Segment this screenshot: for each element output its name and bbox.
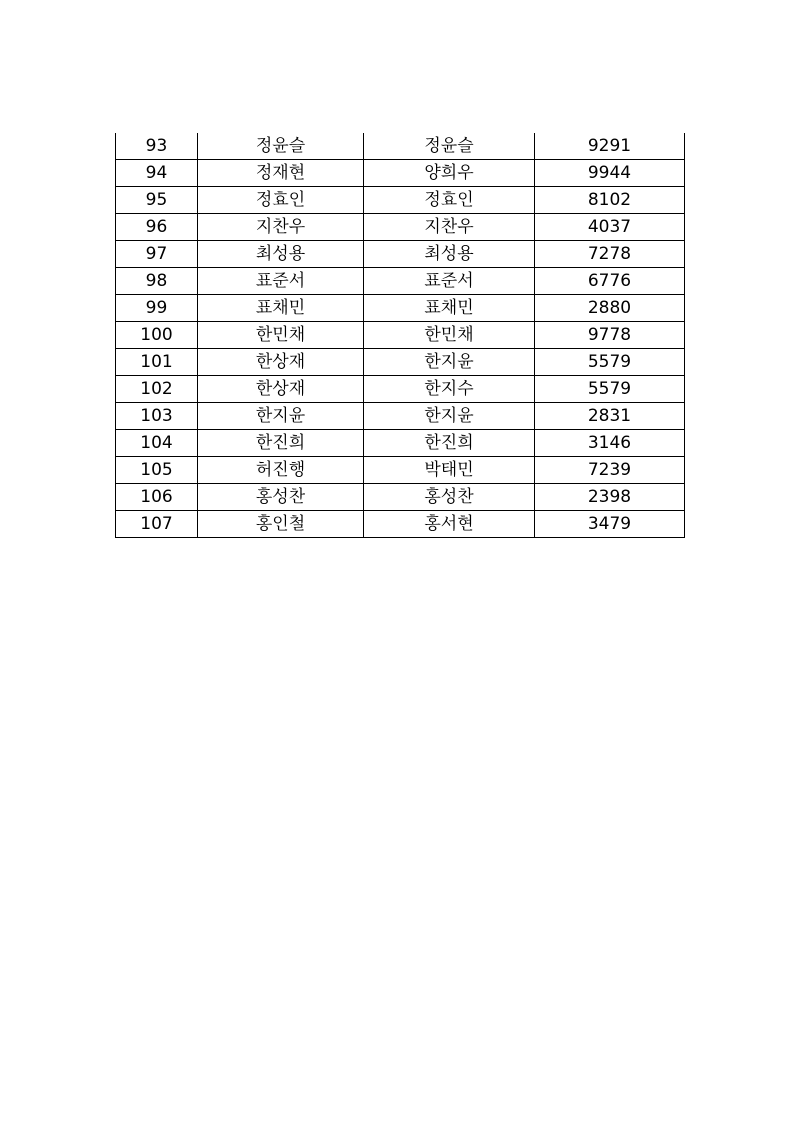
name-cell-a: 한진희 xyxy=(198,430,364,457)
value-cell: 4037 xyxy=(535,214,685,241)
name-cell-a: 정효인 xyxy=(198,187,364,214)
name-cell-a: 지찬우 xyxy=(198,214,364,241)
name-cell-a: 한상재 xyxy=(198,376,364,403)
name-cell-a: 한지윤 xyxy=(198,403,364,430)
row-number-cell: 93 xyxy=(116,133,198,160)
table-row xyxy=(116,214,685,241)
name-cell-b: 정효인 xyxy=(364,187,535,214)
name-cell-b: 홍성찬 xyxy=(364,484,535,511)
row-number-cell: 101 xyxy=(116,349,198,376)
name-cell-a: 홍성찬 xyxy=(198,484,364,511)
value-cell: 2880 xyxy=(535,295,685,322)
name-cell-b: 한진희 xyxy=(364,430,535,457)
name-cell-a: 정윤슬 xyxy=(198,133,364,160)
name-cell-b: 박태민 xyxy=(364,457,535,484)
table-row xyxy=(116,430,685,457)
table-body xyxy=(116,133,685,538)
name-cell-b: 지찬우 xyxy=(364,214,535,241)
name-cell-b: 한지윤 xyxy=(364,403,535,430)
row-number-cell: 100 xyxy=(116,322,198,349)
name-cell-b: 한지윤 xyxy=(364,349,535,376)
row-number-cell: 96 xyxy=(116,214,198,241)
value-cell: 5579 xyxy=(535,376,685,403)
name-cell-a: 한상재 xyxy=(198,349,364,376)
value-cell: 3146 xyxy=(535,430,685,457)
value-cell: 3479 xyxy=(535,511,685,538)
value-cell: 6776 xyxy=(535,268,685,295)
row-number-cell: 106 xyxy=(116,484,198,511)
table-row xyxy=(116,457,685,484)
name-cell-b: 홍서현 xyxy=(364,511,535,538)
name-cell-b: 한지수 xyxy=(364,376,535,403)
table-row xyxy=(116,241,685,268)
row-number-cell: 97 xyxy=(116,241,198,268)
name-cell-a: 표준서 xyxy=(198,268,364,295)
row-number-cell: 95 xyxy=(116,187,198,214)
value-cell: 8102 xyxy=(535,187,685,214)
row-number-cell: 102 xyxy=(116,376,198,403)
table-row xyxy=(116,403,685,430)
table-row xyxy=(116,484,685,511)
row-number-cell: 98 xyxy=(116,268,198,295)
name-cell-a: 정재현 xyxy=(198,160,364,187)
value-cell: 9944 xyxy=(535,160,685,187)
name-cell-a: 표채민 xyxy=(198,295,364,322)
row-number-cell: 99 xyxy=(116,295,198,322)
data-table xyxy=(115,133,685,538)
value-cell: 5579 xyxy=(535,349,685,376)
name-cell-b: 최성용 xyxy=(364,241,535,268)
name-cell-b: 표준서 xyxy=(364,268,535,295)
name-cell-b: 표채민 xyxy=(364,295,535,322)
name-cell-a: 한민채 xyxy=(198,322,364,349)
table-row xyxy=(116,322,685,349)
value-cell: 7239 xyxy=(535,457,685,484)
row-number-cell: 94 xyxy=(116,160,198,187)
row-number-cell: 103 xyxy=(116,403,198,430)
name-cell-b: 한민채 xyxy=(364,322,535,349)
value-cell: 2831 xyxy=(535,403,685,430)
table-row xyxy=(116,133,685,160)
table-row xyxy=(116,511,685,538)
row-number-cell: 104 xyxy=(116,430,198,457)
table-row xyxy=(116,160,685,187)
value-cell: 9291 xyxy=(535,133,685,160)
name-cell-a: 홍인철 xyxy=(198,511,364,538)
value-cell: 7278 xyxy=(535,241,685,268)
table-row xyxy=(116,349,685,376)
table-row xyxy=(116,295,685,322)
name-cell-a: 최성용 xyxy=(198,241,364,268)
value-cell: 9778 xyxy=(535,322,685,349)
table-row xyxy=(116,187,685,214)
name-cell-b: 정윤슬 xyxy=(364,133,535,160)
name-cell-a: 허진행 xyxy=(198,457,364,484)
row-number-cell: 107 xyxy=(116,511,198,538)
table-row xyxy=(116,376,685,403)
value-cell: 2398 xyxy=(535,484,685,511)
name-cell-b: 양희우 xyxy=(364,160,535,187)
row-number-cell: 105 xyxy=(116,457,198,484)
table-row xyxy=(116,268,685,295)
